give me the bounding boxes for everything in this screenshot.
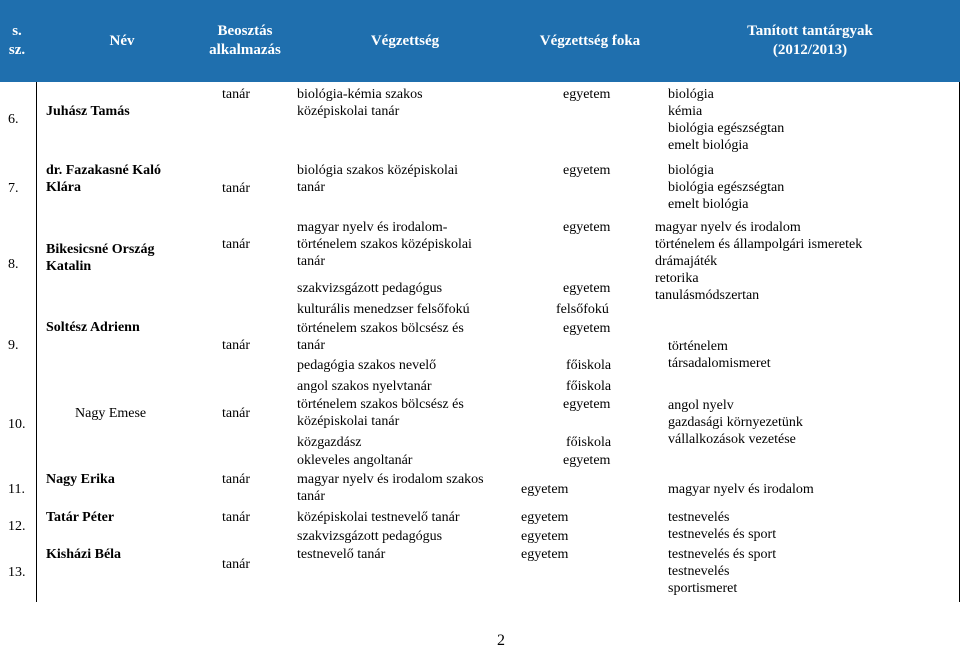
subjects-taught: történelem társadalomismeret <box>668 339 771 371</box>
qualification-level: egyetem <box>563 321 611 336</box>
qualification-level: egyetem <box>563 397 611 412</box>
row-number: 9. <box>8 338 19 353</box>
teacher-role: tanár <box>222 338 250 353</box>
qualification-level: egyetem <box>563 281 611 296</box>
qualification-level: egyetem <box>563 453 611 468</box>
qualification: történelem szakos bölcsész és tanár <box>297 321 464 353</box>
page-number: 2 <box>497 632 505 649</box>
qualification: biológia-kémia szakos középiskolai tanár <box>297 87 423 119</box>
qualification-level: főiskola <box>566 435 612 450</box>
subjects-taught: biológia biológia egészségtan emelt biológia <box>668 163 785 212</box>
qualification-level: egyetem <box>563 163 611 178</box>
teacher-role: tanár <box>222 406 250 421</box>
header-name: Név <box>109 33 135 49</box>
table-header <box>0 0 960 82</box>
row-number: 10. <box>8 417 26 432</box>
teacher-role: tanár <box>222 510 250 525</box>
qualification: kulturális menedzser felsőfokú <box>297 302 470 317</box>
qualification-level: egyetem <box>521 547 569 562</box>
subjects-taught: testnevelés testnevelés és sport <box>668 510 777 542</box>
subjects-taught: magyar nyelv és irodalom történelem és állampolgári ismeretek drámajáték retorika tanulásmódszertan <box>655 220 863 303</box>
row-number: 7. <box>8 181 19 196</box>
qualification: közgazdász <box>297 435 362 450</box>
header-level: Végzettség foka <box>539 33 641 49</box>
qualification: szakvizsgázott pedagógus <box>297 281 443 296</box>
qualification-level: főiskola <box>566 379 612 394</box>
header-role: Beosztás alkalmazás <box>209 23 281 58</box>
column-divider <box>36 82 37 602</box>
qualification: magyar nyelv és irodalom- történelem szakos középiskolai tanár <box>297 220 472 269</box>
qualification: pedagógia szakos nevelő <box>297 358 437 373</box>
teacher-name: dr. Fazakasné Kaló Klára <box>46 163 161 195</box>
teacher-name: Nagy Emese <box>75 406 147 421</box>
qualification-level: felsőfokú <box>556 302 609 317</box>
header-qualification: Végzettség <box>370 33 440 49</box>
subjects-taught: biológia kémia biológia egészségtan emelt biológia <box>668 87 785 153</box>
teacher-role: tanár <box>222 472 250 487</box>
qualification: szakvizsgázott pedagógus <box>297 529 443 544</box>
header-subjects: Tanított tantárgyak (2012/2013) <box>747 23 873 58</box>
qualification-level: egyetem <box>563 220 611 235</box>
row-number: 8. <box>8 257 19 272</box>
qualification: biológia szakos középiskolai tanár <box>297 163 458 195</box>
teacher-name: Juhász Tamás <box>46 104 130 119</box>
qualification: angol szakos nyelvtanár <box>297 379 432 394</box>
row-number: 11. <box>8 482 25 497</box>
qualification: testnevelő tanár <box>297 547 386 562</box>
subjects-taught: angol nyelv gazdasági környezetünk vállalkozások vezetése <box>668 398 803 447</box>
row-number: 13. <box>8 565 26 580</box>
qualification: középiskolai testnevelő tanár <box>297 510 460 525</box>
teacher-name: Bikesicsné Ország Katalin <box>46 242 155 274</box>
teacher-role: tanár <box>222 237 250 252</box>
row-number: 6. <box>8 112 19 127</box>
teacher-name: Soltész Adrienn <box>46 320 140 335</box>
qualification: történelem szakos bölcsész és középiskolai tanár <box>297 397 464 429</box>
qualification-level: egyetem <box>521 482 569 497</box>
teacher-role: tanár <box>222 87 250 102</box>
teacher-name: Tatár Péter <box>46 510 115 525</box>
row-number: 12. <box>8 519 26 534</box>
teacher-role: tanár <box>222 557 250 572</box>
header-number: s. sz. <box>8 23 26 58</box>
qualification: magyar nyelv és irodalom szakos tanár <box>297 472 484 504</box>
subjects-taught: testnevelés és sport testnevelés sportismeret <box>668 547 777 596</box>
qualification-level: főiskola <box>566 358 612 373</box>
subjects-taught: magyar nyelv és irodalom <box>668 482 814 497</box>
qualification-level: egyetem <box>521 510 569 525</box>
teacher-name: Nagy Erika <box>46 472 115 487</box>
qualification-level: egyetem <box>563 87 611 102</box>
qualification-level: egyetem <box>521 529 569 544</box>
teacher-role: tanár <box>222 181 250 196</box>
teacher-name: Kisházi Béla <box>46 547 122 562</box>
qualification: okleveles angoltanár <box>297 453 413 468</box>
